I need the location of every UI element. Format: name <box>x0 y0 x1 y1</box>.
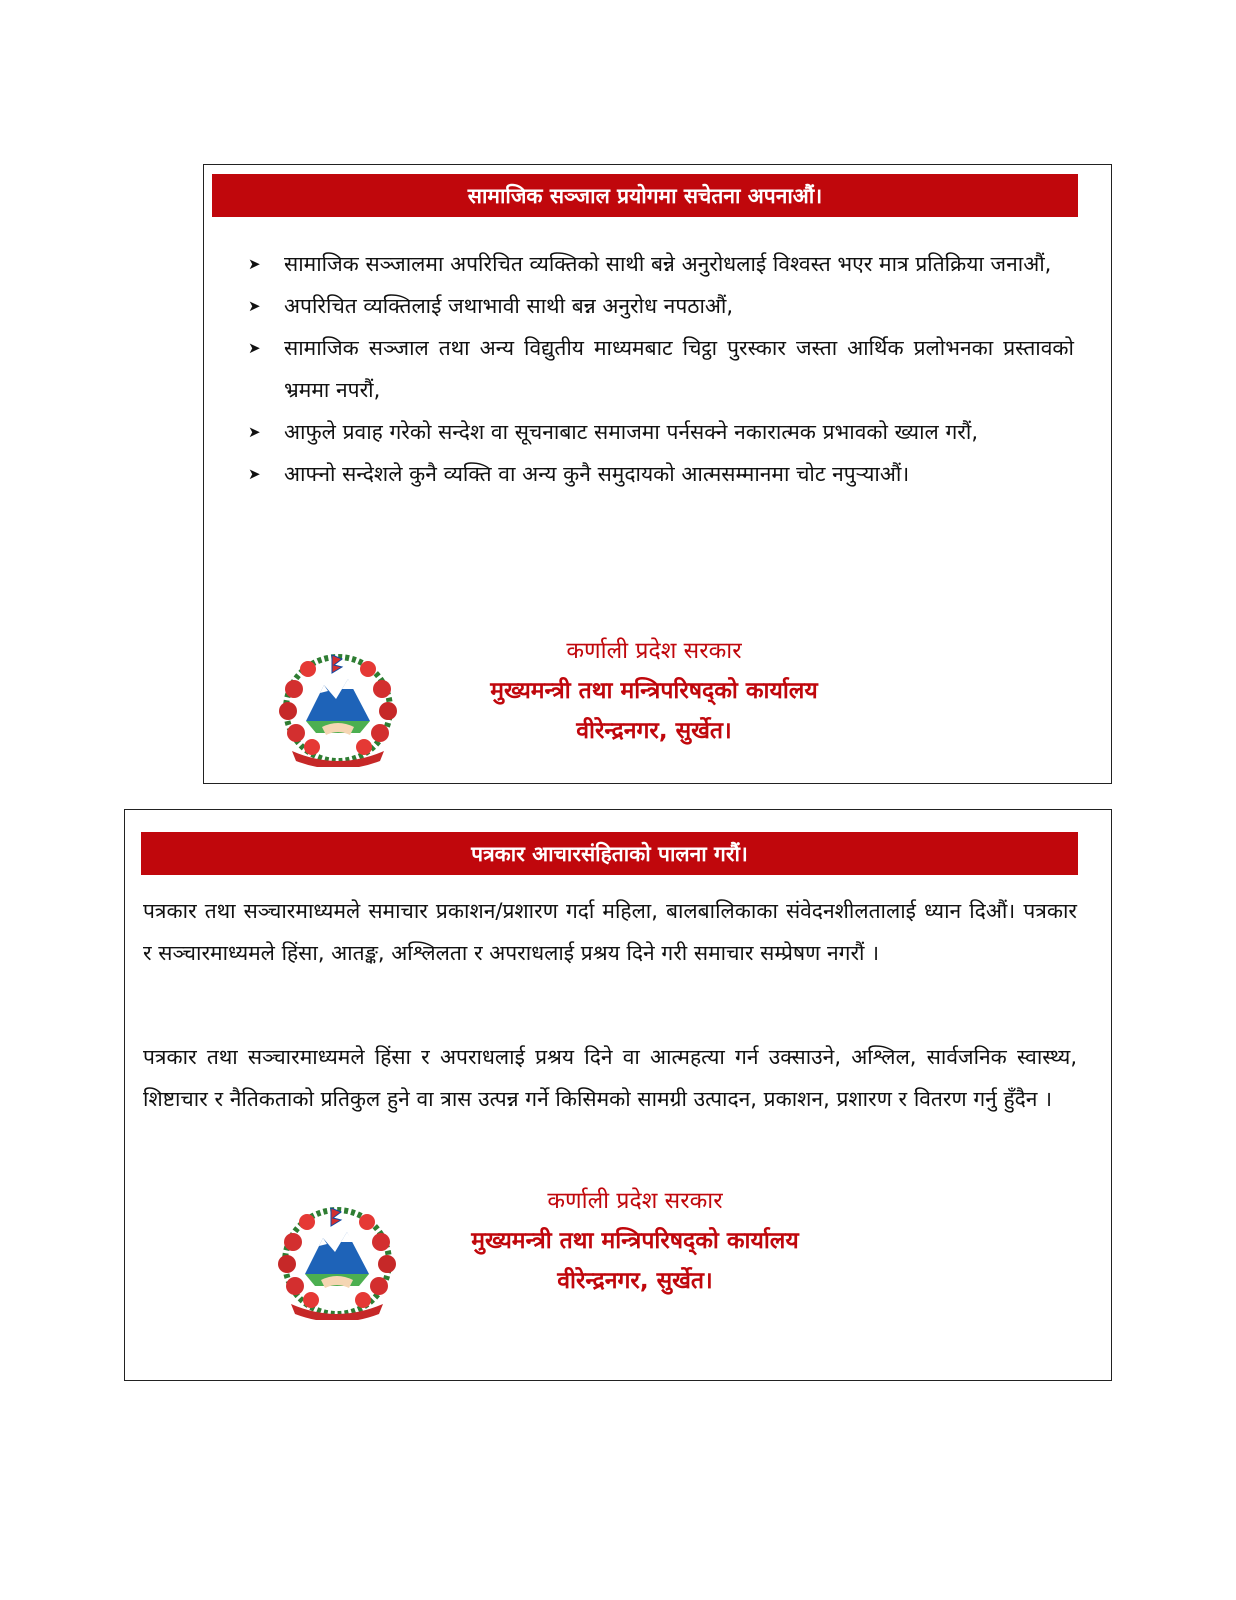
bullet-text: आफुले प्रवाह गरेको सन्देश वा सूचनाबाट समाजमा पर्नसक्ने नकारात्मक प्रभावको ख्याल गरौं, <box>284 420 978 444</box>
notice-paragraph: पत्रकार तथा सञ्चारमाध्यमले समाचार प्रकाशन/प्रशारण गर्दा महिला, बालबालिकाका संवेदनशीलतालाई ध्यान दिऔं। पत्रकार र सञ्चारमाध्यमले हिंसा, आतङ्क, अश्लिलता र अपराधलाई प्रश्रय दिने गरी समाचार सम्प्रेषण नगरौं । <box>143 899 1077 965</box>
bullet-item <box>248 285 1074 327</box>
org-location: वीरेन्द्रनगर, सुर्खेत। <box>576 718 732 744</box>
bullet-text: अपरिचित व्यक्तिलाई जथाभावी साथी बन्न अनुरोध नपठाऔं, <box>284 294 734 318</box>
bullet-text: आफ्नो सन्देशले कुनै व्यक्ति वा अन्य कुनै समुदायको आत्मसम्मानमा चोट नपुऱ्याऔं। <box>284 462 910 486</box>
social-media-notice <box>203 164 1112 784</box>
bullet-text: सामाजिक सञ्जाल तथा अन्य विद्युतीय माध्यमबाट चिट्ठा पुरस्कार जस्ता आर्थिक प्रलोभनका प्रस्तावको भ्रममा नपरौं, <box>284 336 1074 402</box>
arrow-bullet-icon: ➤ <box>248 255 261 273</box>
arrow-bullet-icon: ➤ <box>248 297 261 315</box>
bullet-item <box>248 411 1074 453</box>
bullet-list <box>248 243 1074 495</box>
bullet-text: सामाजिक सञ्जालमा अपरिचित व्यक्तिको साथी बन्ने अनुरोधलाई विश्वस्त भएर मात्र प्रतिक्रिया जनाऔं, <box>284 252 1052 276</box>
arrow-bullet-icon: ➤ <box>248 423 261 441</box>
organization-block <box>454 631 854 751</box>
notice-title: सामाजिक सञ्जाल प्रयोगमा सचेतना अपनाऔं। <box>212 174 1078 217</box>
notice-paragraph: पत्रकार तथा सञ्चारमाध्यमले हिंसा र अपराधलाई प्रश्रय दिने वा आत्महत्या गर्न उक्साउने, अश्लिल, सार्वजनिक स्वास्थ्य, शिष्टाचार र नैतिकताको प्रतिकुल हुने वा त्रास उत्पन्न गर्ने किसिमको सामग्री उत्पादन, प्रकाशन, प्रशारण र वितरण गर्नु हुँदैन । <box>143 1045 1077 1111</box>
arrow-bullet-icon: ➤ <box>248 465 261 483</box>
bullet-item <box>248 453 1074 495</box>
bullet-item <box>248 327 1074 411</box>
journalist-code-notice <box>124 809 1112 1381</box>
org-location: वीरेन्द्रनगर, सुर्खेत। <box>557 1268 713 1294</box>
nepal-emblem-icon <box>272 649 404 767</box>
org-office: मुख्यमन्त्री तथा मन्त्रिपरिषद्को कार्यालय <box>471 1228 799 1254</box>
arrow-bullet-icon: ➤ <box>248 339 261 357</box>
organization-block <box>415 1181 855 1301</box>
nepal-emblem-icon <box>271 1202 403 1320</box>
org-province: कर्णाली प्रदेश सरकार <box>547 1188 723 1214</box>
notice-title: पत्रकार आचारसंहिताको पालना गरौं। <box>141 832 1078 875</box>
org-province: कर्णाली प्रदेश सरकार <box>566 638 742 664</box>
bullet-item <box>248 243 1074 285</box>
org-office: मुख्यमन्त्री तथा मन्त्रिपरिषद्को कार्यालय <box>490 678 818 704</box>
